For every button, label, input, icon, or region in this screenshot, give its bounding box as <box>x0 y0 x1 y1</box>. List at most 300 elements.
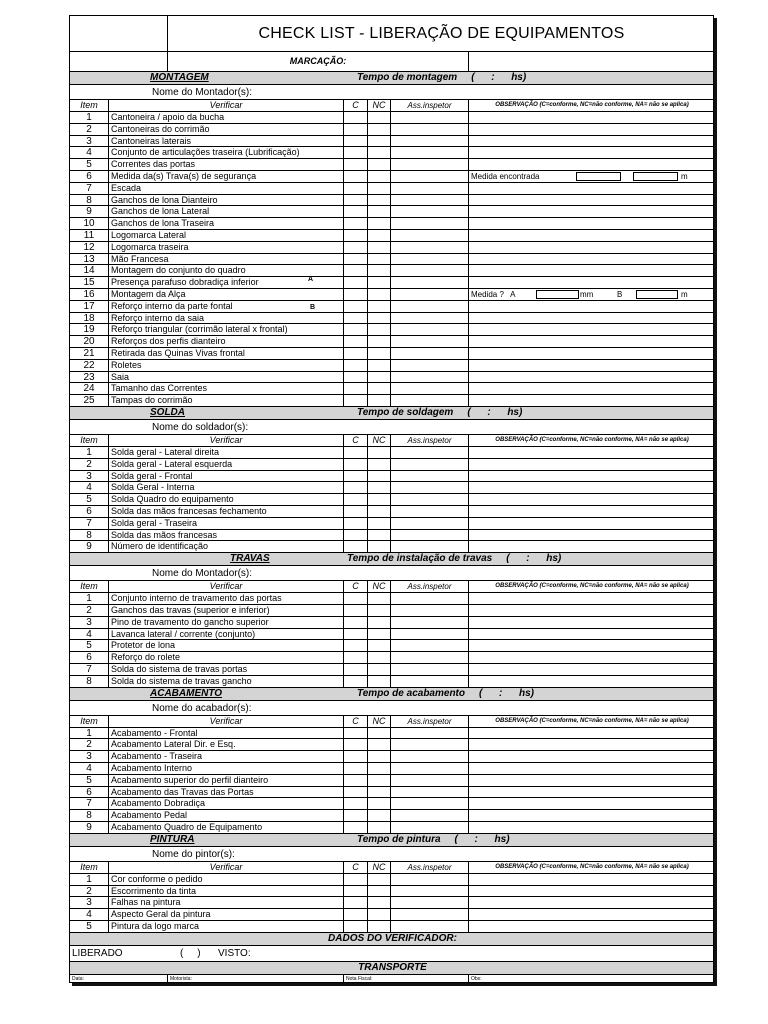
observation-field[interactable] <box>468 810 715 821</box>
inspector-signature[interactable] <box>390 242 468 253</box>
check-nc[interactable] <box>367 372 390 383</box>
item-row <box>70 147 713 159</box>
observation-field[interactable] <box>468 254 715 265</box>
check-nc[interactable] <box>367 652 390 663</box>
inspector-signature[interactable] <box>390 112 468 123</box>
check-nc[interactable] <box>367 289 390 300</box>
inspector-signature[interactable] <box>390 810 468 821</box>
inspector-signature[interactable] <box>390 763 468 774</box>
item-number: 2 <box>86 123 92 135</box>
worker-name-field[interactable] <box>343 420 715 434</box>
inspector-signature[interactable] <box>390 775 468 786</box>
item-description <box>108 605 343 616</box>
observation-field[interactable] <box>468 897 715 908</box>
inspector-signature[interactable] <box>390 518 468 529</box>
check-nc[interactable] <box>367 230 390 241</box>
observation-field[interactable] <box>468 676 715 687</box>
item-number: 16 <box>83 289 95 300</box>
observation-field[interactable] <box>468 664 715 675</box>
observation-field[interactable] <box>468 640 715 651</box>
check-c[interactable] <box>343 676 367 687</box>
inspector-signature[interactable] <box>390 728 468 739</box>
item-row <box>70 136 713 148</box>
check-c[interactable] <box>343 301 367 312</box>
check-c[interactable] <box>343 447 367 458</box>
col-observacao: OBSERVAÇÃO (C=conforme, NC=não conforme, NA= não se aplica) <box>468 100 715 111</box>
item-number: 3 <box>86 135 92 147</box>
check-c[interactable] <box>343 336 367 347</box>
inspector-signature[interactable] <box>390 348 468 359</box>
data-field[interactable]: Data: <box>72 975 84 982</box>
check-c[interactable] <box>343 206 367 217</box>
observation-field[interactable] <box>468 798 715 809</box>
check-nc[interactable] <box>367 183 390 194</box>
item-row <box>70 372 713 384</box>
observation-field[interactable] <box>468 728 715 739</box>
check-nc[interactable] <box>367 195 390 206</box>
observation-field[interactable] <box>468 530 715 541</box>
observation-field[interactable] <box>468 629 715 640</box>
inspector-signature[interactable] <box>390 676 468 687</box>
item-text: Reforço interno da saia <box>111 312 205 323</box>
marcacao-field[interactable] <box>468 52 715 71</box>
item-text: Saia <box>111 371 130 382</box>
check-c[interactable] <box>343 372 367 383</box>
measure-b-box[interactable] <box>636 290 678 299</box>
worker-name-field[interactable] <box>343 847 715 861</box>
check-nc[interactable] <box>367 112 390 123</box>
observation-field[interactable] <box>468 147 715 158</box>
observation-field[interactable] <box>468 230 715 241</box>
item-number: 5 <box>86 921 92 932</box>
inspector-signature[interactable] <box>390 787 468 798</box>
check-nc[interactable] <box>367 171 390 182</box>
inspector-signature[interactable] <box>390 739 468 750</box>
inspector-signature[interactable] <box>390 136 468 147</box>
observation-field[interactable] <box>468 124 715 135</box>
check-c[interactable] <box>343 897 367 908</box>
observation-field[interactable] <box>468 506 715 517</box>
item-number: 24 <box>83 383 95 395</box>
worker-name-field[interactable] <box>343 85 715 99</box>
check-nc[interactable] <box>367 447 390 458</box>
inspector-signature[interactable] <box>390 447 468 458</box>
inspector-signature[interactable] <box>390 254 468 265</box>
check-nc[interactable] <box>367 301 390 312</box>
liberado-line <box>70 946 715 961</box>
item-description <box>108 147 343 158</box>
check-nc[interactable] <box>367 728 390 739</box>
observation-field[interactable] <box>468 372 715 383</box>
check-nc[interactable] <box>367 395 390 406</box>
item-text: Ganchos de lona Dianteiro <box>111 194 218 205</box>
check-c[interactable] <box>343 183 367 194</box>
observation-field[interactable] <box>468 383 715 394</box>
check-c[interactable] <box>343 195 367 206</box>
obs-field[interactable]: Obs: <box>468 975 715 982</box>
check-c[interactable] <box>343 506 367 517</box>
inspector-signature[interactable] <box>390 459 468 470</box>
item-description <box>108 822 343 833</box>
inspector-signature[interactable] <box>390 652 468 663</box>
observation-field[interactable] <box>468 909 715 920</box>
item-description <box>108 810 343 821</box>
item-row <box>70 159 713 171</box>
observation-field[interactable] <box>468 171 715 182</box>
item-row <box>70 728 713 740</box>
check-nc[interactable] <box>367 629 390 640</box>
check-nc[interactable] <box>367 664 390 675</box>
observation-field[interactable] <box>468 324 715 335</box>
inspector-signature[interactable] <box>390 798 468 809</box>
observation-field[interactable] <box>468 348 715 359</box>
check-nc[interactable] <box>367 874 390 885</box>
check-c[interactable] <box>343 494 367 505</box>
motorista-field[interactable]: Motorista: <box>167 975 343 982</box>
col-item: Item <box>80 861 98 872</box>
item-number: 25 <box>83 395 95 406</box>
inspector-signature[interactable] <box>390 171 468 182</box>
check-nc[interactable] <box>367 471 390 482</box>
inspector-signature[interactable] <box>390 372 468 383</box>
observation-field[interactable] <box>468 775 715 786</box>
observation-field[interactable] <box>468 206 715 217</box>
check-c[interactable] <box>343 886 367 897</box>
inspector-signature[interactable] <box>390 195 468 206</box>
observation-field[interactable] <box>468 617 715 628</box>
check-nc[interactable] <box>367 798 390 809</box>
observation-field[interactable] <box>468 136 715 147</box>
item-row <box>70 897 713 909</box>
col-verificar: Verificar <box>108 435 343 446</box>
check-c[interactable] <box>343 921 367 932</box>
check-c[interactable] <box>343 289 367 300</box>
check-nc[interactable] <box>367 206 390 217</box>
inspector-signature[interactable] <box>390 183 468 194</box>
worker-name-field[interactable] <box>343 566 715 580</box>
check-nc[interactable] <box>367 676 390 687</box>
check-nc[interactable] <box>367 640 390 651</box>
check-nc[interactable] <box>367 324 390 335</box>
item-row <box>70 886 713 898</box>
observation-field[interactable] <box>468 112 715 123</box>
item-text: Logomarca Lateral <box>111 230 187 240</box>
item-text: Acabamento Pedal <box>111 810 188 821</box>
inspector-signature[interactable] <box>390 874 468 885</box>
inspector-signature[interactable] <box>390 277 468 288</box>
item-row <box>70 518 713 530</box>
observation-field[interactable] <box>468 518 715 529</box>
inspector-signature[interactable] <box>390 324 468 335</box>
check-nc[interactable] <box>367 593 390 604</box>
check-c[interactable] <box>343 909 367 920</box>
item-text: Ganchos de lona Lateral <box>111 206 210 217</box>
check-c[interactable] <box>343 787 367 798</box>
observation-field[interactable] <box>468 471 715 482</box>
observation-field[interactable] <box>468 289 715 300</box>
observation-field[interactable] <box>468 360 715 371</box>
inspector-signature[interactable] <box>390 471 468 482</box>
check-c[interactable] <box>343 617 367 628</box>
observation-field[interactable] <box>468 541 715 552</box>
check-c[interactable] <box>343 518 367 529</box>
check-nc[interactable] <box>367 810 390 821</box>
check-c[interactable] <box>343 313 367 324</box>
measure-box[interactable] <box>576 172 621 181</box>
section-time <box>343 407 715 419</box>
check-nc[interactable] <box>367 313 390 324</box>
check-nc[interactable] <box>367 541 390 552</box>
item-row <box>70 775 713 787</box>
observation-field[interactable] <box>468 195 715 206</box>
inspector-signature[interactable] <box>390 494 468 505</box>
inspector-signature[interactable] <box>390 897 468 908</box>
check-nc[interactable] <box>367 518 390 529</box>
inspector-signature[interactable] <box>390 605 468 616</box>
check-c[interactable] <box>343 218 367 229</box>
observation-field[interactable] <box>468 787 715 798</box>
item-number: 20 <box>83 336 95 347</box>
check-nc[interactable] <box>367 787 390 798</box>
observation-field[interactable] <box>468 313 715 324</box>
observation-field[interactable] <box>468 159 715 170</box>
check-c[interactable] <box>343 541 367 552</box>
observation-field[interactable] <box>468 739 715 750</box>
observation-field[interactable] <box>468 593 715 604</box>
transporte-band <box>70 962 713 975</box>
item-text: Acabamento Lateral Dir. e Esq. <box>111 739 236 750</box>
item-number: 4 <box>86 628 92 640</box>
check-c[interactable] <box>343 751 367 762</box>
item-description <box>108 289 343 300</box>
check-c[interactable] <box>343 265 367 276</box>
inspector-signature[interactable] <box>390 159 468 170</box>
check-nc[interactable] <box>367 124 390 135</box>
check-nc[interactable] <box>367 336 390 347</box>
observation-field[interactable] <box>468 301 715 312</box>
check-c[interactable] <box>343 383 367 394</box>
check-nc[interactable] <box>367 348 390 359</box>
item-number: 3 <box>86 897 92 909</box>
transporte-title: TRANSPORTE <box>358 961 427 973</box>
check-c[interactable] <box>343 159 367 170</box>
inspector-signature[interactable] <box>390 336 468 347</box>
check-nc[interactable] <box>367 277 390 288</box>
inspector-signature[interactable] <box>390 530 468 541</box>
inspector-signature[interactable] <box>390 617 468 628</box>
item-description <box>108 518 343 529</box>
check-nc[interactable] <box>367 265 390 276</box>
check-nc[interactable] <box>367 822 390 833</box>
item-number: 7 <box>86 664 92 675</box>
inspector-signature[interactable] <box>390 124 468 135</box>
blank-cell <box>70 52 167 71</box>
item-text: Solda geral - Lateral esquerda <box>111 458 233 469</box>
measure-box[interactable] <box>633 172 678 181</box>
inspector-signature[interactable] <box>390 640 468 651</box>
check-c[interactable] <box>343 775 367 786</box>
check-nc[interactable] <box>367 494 390 505</box>
check-nc[interactable] <box>367 605 390 616</box>
observation-field[interactable] <box>468 874 715 885</box>
observation-field[interactable] <box>468 822 715 833</box>
check-nc[interactable] <box>367 383 390 394</box>
check-c[interactable] <box>343 395 367 406</box>
check-c[interactable] <box>343 230 367 241</box>
check-nc[interactable] <box>367 617 390 628</box>
item-row <box>70 360 713 372</box>
observation-field[interactable] <box>468 242 715 253</box>
check-nc[interactable] <box>367 254 390 265</box>
check-nc[interactable] <box>367 897 390 908</box>
nota-fiscal-field[interactable]: Nota Fiscal: <box>343 975 468 982</box>
item-row <box>70 921 713 933</box>
inspector-signature[interactable] <box>390 506 468 517</box>
inspector-signature[interactable] <box>390 629 468 640</box>
check-c[interactable] <box>343 593 367 604</box>
check-c[interactable] <box>343 728 367 739</box>
observation-field[interactable] <box>468 183 715 194</box>
observation-field[interactable] <box>468 751 715 762</box>
col-observacao: OBSERVAÇÃO (C=conforme, NC=não conforme, NA= não se aplica) <box>468 716 715 727</box>
check-c[interactable] <box>343 652 367 663</box>
observation-field[interactable] <box>468 218 715 229</box>
check-c[interactable] <box>343 254 367 265</box>
inspector-signature[interactable] <box>390 265 468 276</box>
observation-field[interactable] <box>468 395 715 406</box>
inspector-signature[interactable] <box>390 541 468 552</box>
observation-field[interactable] <box>468 921 715 932</box>
check-c[interactable] <box>343 348 367 359</box>
check-nc[interactable] <box>367 763 390 774</box>
worker-name-field[interactable] <box>343 701 715 715</box>
check-c[interactable] <box>343 277 367 288</box>
inspector-signature[interactable] <box>390 301 468 312</box>
observation-field[interactable] <box>468 447 715 458</box>
check-nc[interactable] <box>367 242 390 253</box>
inspector-signature[interactable] <box>390 593 468 604</box>
observation-field[interactable] <box>468 482 715 493</box>
inspector-signature[interactable] <box>390 822 468 833</box>
observation-field[interactable] <box>468 277 715 288</box>
check-c[interactable] <box>343 482 367 493</box>
check-c[interactable] <box>343 112 367 123</box>
check-c[interactable] <box>343 171 367 182</box>
inspector-signature[interactable] <box>390 383 468 394</box>
check-c[interactable] <box>343 739 367 750</box>
inspector-signature[interactable] <box>390 751 468 762</box>
check-c[interactable] <box>343 640 367 651</box>
obs-label: Medida ? A <box>471 290 516 299</box>
item-row <box>70 395 713 407</box>
check-c[interactable] <box>343 136 367 147</box>
check-nc[interactable] <box>367 775 390 786</box>
check-nc[interactable] <box>367 360 390 371</box>
inspector-signature[interactable] <box>390 909 468 920</box>
inspector-signature[interactable] <box>390 230 468 241</box>
observation-field[interactable] <box>468 652 715 663</box>
inspector-signature[interactable] <box>390 664 468 675</box>
item-marker: B <box>309 303 315 311</box>
check-nc[interactable] <box>367 886 390 897</box>
item-number: 4 <box>86 482 92 494</box>
inspector-signature[interactable] <box>390 218 468 229</box>
check-c[interactable] <box>343 324 367 335</box>
check-nc[interactable] <box>367 909 390 920</box>
observation-field[interactable] <box>468 763 715 774</box>
visto-label: VISTO: <box>218 947 251 959</box>
inspector-signature[interactable] <box>390 395 468 406</box>
col-observacao: OBSERVAÇÃO (C=conforme, NC=não conforme, NA= não se aplica) <box>468 862 715 873</box>
check-nc[interactable] <box>367 136 390 147</box>
check-nc[interactable] <box>367 482 390 493</box>
item-text: Lavanca lateral / corrente (conjunto) <box>111 628 256 639</box>
inspector-signature[interactable] <box>390 360 468 371</box>
check-c[interactable] <box>343 459 367 470</box>
check-nc[interactable] <box>367 739 390 750</box>
check-c[interactable] <box>343 471 367 482</box>
inspector-signature[interactable] <box>390 313 468 324</box>
item-row <box>70 289 713 301</box>
observation-field[interactable] <box>468 886 715 897</box>
check-c[interactable] <box>343 874 367 885</box>
inspector-signature[interactable] <box>390 289 468 300</box>
check-nc[interactable] <box>367 459 390 470</box>
check-c[interactable] <box>343 242 367 253</box>
check-nc[interactable] <box>367 921 390 932</box>
check-nc[interactable] <box>367 147 390 158</box>
section-band-montagem <box>70 72 713 85</box>
check-c[interactable] <box>343 605 367 616</box>
measure-a-box[interactable] <box>536 290 579 299</box>
inspector-signature[interactable] <box>390 886 468 897</box>
check-c[interactable] <box>343 360 367 371</box>
check-c[interactable] <box>343 822 367 833</box>
check-c[interactable] <box>343 124 367 135</box>
check-nc[interactable] <box>367 506 390 517</box>
check-nc[interactable] <box>367 159 390 170</box>
check-c[interactable] <box>343 798 367 809</box>
observation-field[interactable] <box>468 605 715 616</box>
inspector-signature[interactable] <box>390 482 468 493</box>
observation-field[interactable] <box>468 265 715 276</box>
check-c[interactable] <box>343 810 367 821</box>
observation-field[interactable] <box>468 494 715 505</box>
check-c[interactable] <box>343 629 367 640</box>
item-text: Cantoneiras do corrimão <box>111 123 210 134</box>
item-description <box>108 242 343 253</box>
check-nc[interactable] <box>367 751 390 762</box>
inspector-signature[interactable] <box>390 921 468 932</box>
item-text: Ganchos de lona Traseira <box>111 218 215 229</box>
item-description <box>108 183 343 194</box>
item-description <box>108 301 343 312</box>
check-c[interactable] <box>343 664 367 675</box>
item-description <box>108 159 343 170</box>
check-c[interactable] <box>343 147 367 158</box>
check-c[interactable] <box>343 530 367 541</box>
inspector-signature[interactable] <box>390 147 468 158</box>
item-row <box>70 617 713 629</box>
check-c[interactable] <box>343 763 367 774</box>
observation-field[interactable] <box>468 336 715 347</box>
observation-field[interactable] <box>468 459 715 470</box>
item-text: Falhas na pintura <box>111 897 181 908</box>
check-nc[interactable] <box>367 218 390 229</box>
item-number: 4 <box>86 763 92 774</box>
check-nc[interactable] <box>367 530 390 541</box>
inspector-signature[interactable] <box>390 206 468 217</box>
